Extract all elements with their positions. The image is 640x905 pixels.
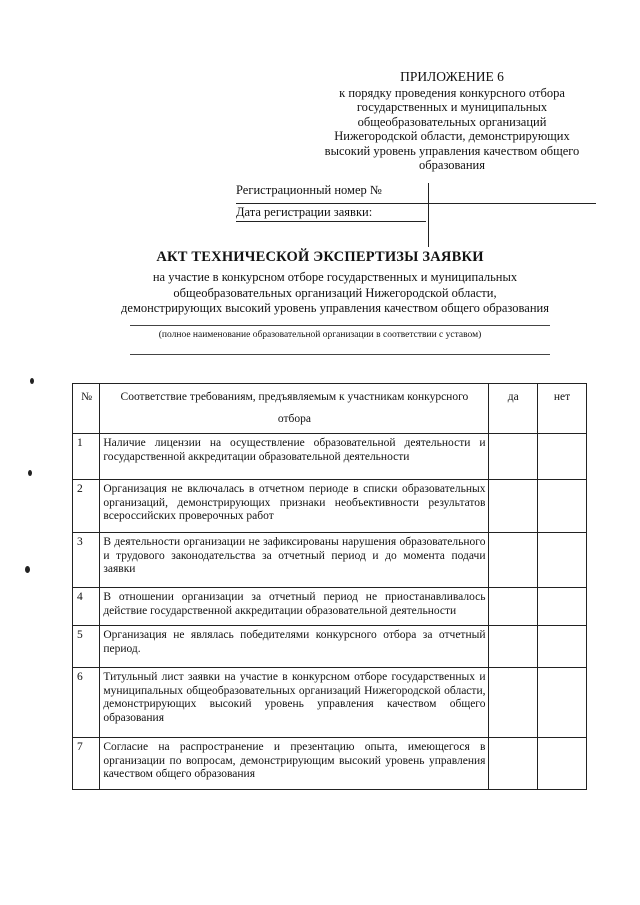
row-number: 6 <box>73 668 100 738</box>
appendix-line: образования <box>419 158 485 172</box>
no-cell[interactable] <box>538 434 587 480</box>
row-text: Титульный лист заявки на участие в конкурсном отборе государственных и муниципальных общеобразовательных организаций Нижегородской области, демонстрирующих высокий уровень управления качеством общего образования <box>100 668 489 738</box>
yes-cell[interactable] <box>489 480 538 533</box>
table-row <box>73 588 587 626</box>
row-number: 3 <box>73 533 100 588</box>
row-number: 2 <box>73 480 100 533</box>
appendix-line: государственных и муниципальных <box>356 100 548 114</box>
scan-speck <box>25 566 30 573</box>
no-cell[interactable] <box>538 738 587 790</box>
registration-date-row <box>236 205 596 225</box>
appendix-line: Нижегородской области, демонстрирующих <box>334 129 570 143</box>
row-text: В деятельности организации не зафиксированы нарушения образовательного и трудового законодательства за отчетный период и до момента подачи заявки <box>100 533 489 588</box>
yes-cell[interactable] <box>489 626 538 668</box>
row-text: Согласие на распространение и презентацию опыта, имеющегося в организации по вопросам, демонстрирующим высокий уровень управления качеством общего образования <box>100 738 489 790</box>
table-row <box>73 626 587 668</box>
document-title: АКТ ТЕХНИЧЕСКОЙ ЭКСПЕРТИЗЫ ЗАЯВКИ <box>156 249 484 265</box>
table-row <box>73 480 587 533</box>
row-number: 5 <box>73 626 100 668</box>
registration-number-label: Регистрационный номер № <box>236 183 382 197</box>
no-cell[interactable] <box>538 626 587 668</box>
row-text: Организация не включалась в отчетном периоде в списки образовательных организаций, демонстрирующих признаки необъективности результатов всероссийских проверочных работ <box>100 480 489 533</box>
row-number: 1 <box>73 434 100 480</box>
scan-speck <box>28 470 32 476</box>
registration-date-label: Дата регистрации заявки: <box>236 205 373 219</box>
registration-block <box>236 183 596 243</box>
header-criterion: Соответствие требованиям, предъявляемым к участникам конкурсного отбора <box>100 384 489 434</box>
subtitle-line: общеобразовательных организаций Нижегородской области, <box>173 285 497 300</box>
registration-number-line <box>236 203 596 204</box>
yes-cell[interactable] <box>489 668 538 738</box>
criteria-table <box>72 383 587 790</box>
appendix-line: высокий уровень управления качеством общего <box>324 143 580 158</box>
row-number: 4 <box>73 588 100 626</box>
no-cell[interactable] <box>538 533 587 588</box>
no-cell[interactable] <box>538 668 587 738</box>
registration-number-row <box>236 183 596 203</box>
organization-name-line-2 <box>130 354 550 355</box>
header-number: № <box>73 384 100 434</box>
appendix-title: ПРИЛОЖЕНИЕ 6 <box>400 69 504 84</box>
table-row <box>73 738 587 790</box>
organization-name-line <box>130 325 550 326</box>
table-row <box>73 434 587 480</box>
registration-divider <box>428 183 429 247</box>
table-row <box>73 533 587 588</box>
registration-date-line <box>236 221 426 222</box>
no-cell[interactable] <box>538 588 587 626</box>
yes-cell[interactable] <box>489 434 538 480</box>
appendix-block <box>318 70 586 173</box>
scan-speck <box>30 378 34 384</box>
row-number: 7 <box>73 738 100 790</box>
header-yes: да <box>489 384 538 434</box>
header-no: нет <box>538 384 587 434</box>
appendix-line: к порядку проведения конкурсного отбора <box>339 85 565 100</box>
subtitle-line: на участие в конкурсном отборе государственных и муниципальных <box>152 270 518 284</box>
appendix-line: общеобразовательных организаций <box>357 114 547 129</box>
table-header-row <box>73 384 587 434</box>
document-subtitle <box>100 270 570 317</box>
row-text: В отношении организации за отчетный период не приостанавливалось действие государственной аккредитации образовательной деятельности <box>100 588 489 626</box>
yes-cell[interactable] <box>489 533 538 588</box>
no-cell[interactable] <box>538 480 587 533</box>
subtitle-line: демонстрирующих высокий уровень управления качеством общего образования <box>121 301 549 315</box>
table-row <box>73 668 587 738</box>
row-text: Наличие лицензии на осуществление образовательной деятельности и государственной аккредитации образовательной деятельности <box>100 434 489 480</box>
organization-name-caption: (полное наименование образовательной организации в соответствии с уставом) <box>158 330 482 340</box>
row-text: Организация не являлась победителями конкурсного отбора за отчетный период. <box>100 626 489 668</box>
yes-cell[interactable] <box>489 588 538 626</box>
yes-cell[interactable] <box>489 738 538 790</box>
